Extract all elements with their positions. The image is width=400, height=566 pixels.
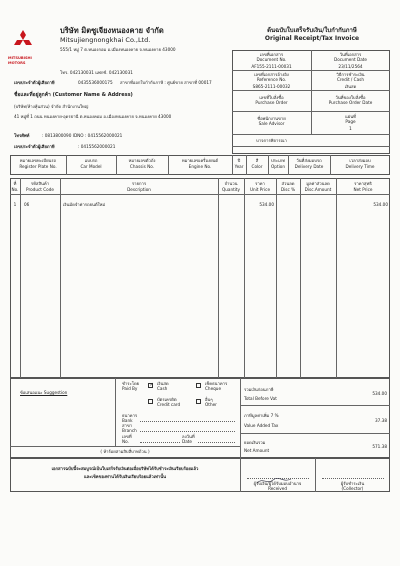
vehicle-header-th: เวลาส่งมอบ	[349, 158, 371, 163]
page-en: Page	[345, 119, 356, 124]
doc-no-th: เลขที่เอกสาร	[259, 52, 284, 57]
item-header-th: มูลค่าส่วนลด	[306, 181, 330, 186]
ref-no-th: เลขที่เอกสารอ้างอิง	[254, 72, 289, 77]
po-th: เลขที่ใบสั่งซื้อ	[259, 95, 284, 100]
vehicle-header-th: สี	[255, 158, 259, 163]
credit-th: วิธีการชำระเงิน	[336, 72, 365, 77]
vehicle-header-en: Year	[234, 164, 244, 169]
doc-date-th: วันที่เอกสาร	[339, 52, 362, 57]
company-name-en: Mitsujiengnongkhai Co.,Ltd.	[60, 36, 151, 44]
vehicle-header-en: Delivery Time	[345, 164, 375, 169]
receiver-en: Received	[267, 486, 288, 491]
bank-en: Bank	[122, 418, 133, 423]
sales-en: Sale Advisor	[258, 121, 285, 126]
company-address: 555/1 หมู่ 7 ต.หนองกอม อ.เมืองหนองคาย จ.หนองคาย 43000	[60, 47, 176, 52]
other-th: อื่นๆ	[205, 397, 213, 402]
vehicle-header-th: วันที่ส่งมอบรถ	[296, 158, 322, 163]
doc-no-value: AF155-2111-00031	[251, 64, 292, 69]
doc-date-en: Document Date	[333, 57, 368, 62]
before-vat-en: Total Before Vat	[244, 396, 277, 401]
item-header-th: ส่วนลด	[281, 181, 295, 186]
company-name-th: บริษัท มิตซูเจียงหนองคาย จำกัด	[60, 26, 164, 35]
paid-by-en: Paid By	[122, 386, 138, 391]
vehicle-header-en: Engine No.	[188, 164, 212, 169]
item-header-en: Description	[127, 187, 151, 192]
phone-value: : 0813800090 IDNO : 0415562000021	[42, 133, 123, 138]
po-date-en: Purchase Order Date	[328, 100, 373, 105]
item-code: 06	[24, 202, 30, 207]
net-value: 571.38	[372, 444, 387, 449]
item-header-en: Disc %	[280, 187, 296, 192]
item-header-en: Net Price	[353, 187, 373, 192]
cheque-checkbox[interactable]	[196, 383, 201, 388]
doc-date-value: 23/11/2564	[338, 64, 363, 69]
cash-en: Cash	[157, 386, 168, 391]
customer-label: ชื่อและที่อยู่ลูกค้า (Customer Name & Address)	[14, 92, 133, 98]
item-header-th: ราคาสุทธิ	[354, 181, 372, 186]
po-date-th: วันที่ของใบสั่งซื้อ	[335, 95, 366, 100]
cust-tax-label: เลขประจำตัวผู้เสียภาษี	[14, 144, 55, 149]
vehicle-header-en: Option	[271, 164, 285, 169]
doc-title-en: Original Receipt/Tax Invoice	[264, 35, 360, 42]
doc-title-th: ต้นฉบับใบเสร็จรับเงิน/ใบกำกับภาษี	[267, 27, 357, 34]
page-value: 1	[349, 126, 352, 131]
cash-th: เงินสด	[157, 381, 169, 386]
item-header-en: No.	[11, 187, 19, 192]
credit-en: Credit / Cash	[337, 77, 364, 82]
credit-card-th: บัตรเครดิต	[157, 397, 177, 402]
suggestion-label: ข้อเสนอแนะ Suggestion	[20, 390, 68, 395]
net-th: ยอดเงินรวม	[244, 440, 266, 445]
hs-label: บาจการพิจารณา	[256, 138, 287, 143]
collector-th: ผู้รับชำระเงิน	[340, 481, 365, 486]
net-en: Net Amount	[244, 448, 270, 453]
item-price: 534.00	[259, 202, 274, 207]
po-en: Purchase Order	[255, 100, 288, 105]
footer-note-2: และเช็คของท่านได้รับเงินเรียบร้อยแล้วเท่านั้น	[84, 474, 166, 479]
footer-note-1: เอกสารฉบับนี้จะสมบูรณ์เป็นใบเสร็จรับเงินต่อเมื่อบริษัทได้รับชำระเงินเรียบร้อยแล้ว	[51, 466, 199, 471]
company-phone: โทร. 042130031 แฟกซ์. 042130031	[60, 70, 133, 75]
credit-value: เงินสด	[344, 84, 357, 89]
item-header-th: ที่	[13, 181, 17, 186]
vehicle-header-th: หมายเลขตัวถัง	[128, 158, 156, 163]
page-th: แผ่นที่	[345, 114, 356, 119]
item-header-en: Disc.Amount	[304, 187, 332, 192]
item-header-th: รหัสสินค้า	[30, 181, 50, 186]
vehicle-header-en: Car Model	[80, 164, 102, 169]
ref-no-value: S865-2111-00032	[252, 84, 291, 89]
item-desc: เงินมัดจำค่ารถยนต์ใหม่	[63, 202, 106, 207]
receiver-signature	[255, 470, 295, 478]
vehicle-header-th: ประเภท	[270, 158, 286, 163]
before-vat-value: 534.00	[372, 391, 387, 396]
paid-by-th: ชำระโดย	[122, 381, 140, 386]
customer-address: 41 หมู่ที่ 1 ถนน หนองคาย-อุดรธานี ต.หนองคอม อ.เมืองหนองคาย จ.หนองคาย 43000	[14, 114, 172, 119]
brand-line2: MOTORS	[8, 61, 26, 65]
receiver-th: ผู้รับเงิน/ผู้ได้รับมอบอำนาจ	[253, 481, 302, 486]
vehicle-header-th: แบบรถ	[84, 158, 98, 163]
vat-th: ภาษีมูลค่าเพิ่ม 7 %	[244, 413, 279, 418]
tax-value: 0435536000175	[78, 80, 113, 85]
tax-label: เลขประจำตัวผู้เสียภาษี	[14, 80, 55, 85]
pay-date-th: ลงวันที่	[182, 434, 195, 439]
branch-note: สาขาที่ออกใบกำกับภาษี : ศูนย์ขาย สาขาที่ 00017	[120, 80, 212, 85]
item-header-th: รายการ	[131, 181, 147, 186]
phone-label: โทรศัพท์	[14, 133, 30, 138]
other-en: Other	[205, 402, 217, 407]
item-no: 1	[13, 202, 17, 207]
doc-no-en: Document No.	[256, 57, 287, 62]
item-header-en: Product Code	[26, 187, 54, 192]
cash-checkbox[interactable]: ✓	[149, 382, 154, 388]
vehicle-header-th: หมายเลขทะเบียนรถ	[19, 158, 57, 163]
cheque-th: เช็คธนาคาร	[205, 381, 228, 386]
vehicle-header-th: ปี	[237, 158, 241, 163]
item-header-en: Unit Price	[249, 187, 271, 192]
vehicle-header-en: Color	[251, 164, 263, 169]
credit-card-checkbox[interactable]	[148, 399, 153, 404]
before-vat-th: รวมเงินก่อนภาษี	[244, 387, 274, 392]
cheque-en: Cheque	[205, 386, 222, 391]
customer-name: (บริษัท/ห้างหุ้นส่วน) จำกัด สำนักงานใหญ่	[14, 104, 89, 109]
ref-no-en: Reference No.	[256, 77, 287, 82]
pay-date-en: Date	[182, 439, 193, 444]
branch-en: Branch	[122, 428, 137, 433]
bank-th: ธนาคาร	[122, 413, 138, 418]
item-header-en: Quantity	[221, 187, 241, 192]
items-table	[10, 178, 390, 378]
other-checkbox[interactable]	[196, 399, 201, 404]
item-net: 534.00	[373, 202, 388, 207]
item-header-th: จำนวน	[224, 181, 238, 186]
vat-value: 37.38	[375, 418, 387, 423]
cust-tax-value: : 0415562000021	[78, 144, 116, 149]
branch-th: สาขา	[122, 423, 133, 428]
mitsubishi-logo	[8, 30, 38, 66]
credit-card-en: Credit card	[157, 402, 181, 407]
vat-en: Value Added Tax	[244, 423, 279, 428]
vehicle-header-en: Register Plate No.	[19, 164, 57, 169]
pay-no-th: เลขที่	[122, 434, 132, 439]
vehicle-header-en: Chassis No.	[129, 164, 155, 169]
vehicle-header-en: Delivery Date	[294, 164, 324, 169]
sales-th: ชื่อพนักงานขาย	[257, 116, 286, 121]
pay-no-en: No.	[122, 439, 129, 444]
vehicle-header-th: หมายเลขเครื่องยนต์	[181, 158, 219, 163]
amount-in-words: ( ห้าร้อยสามสิบสี่บาทถ้วน )	[100, 449, 150, 454]
brand-line1: MITSUBISHI	[8, 56, 32, 60]
item-header-th: ราคา	[255, 181, 265, 186]
collector-en: (Collector)	[341, 486, 364, 491]
